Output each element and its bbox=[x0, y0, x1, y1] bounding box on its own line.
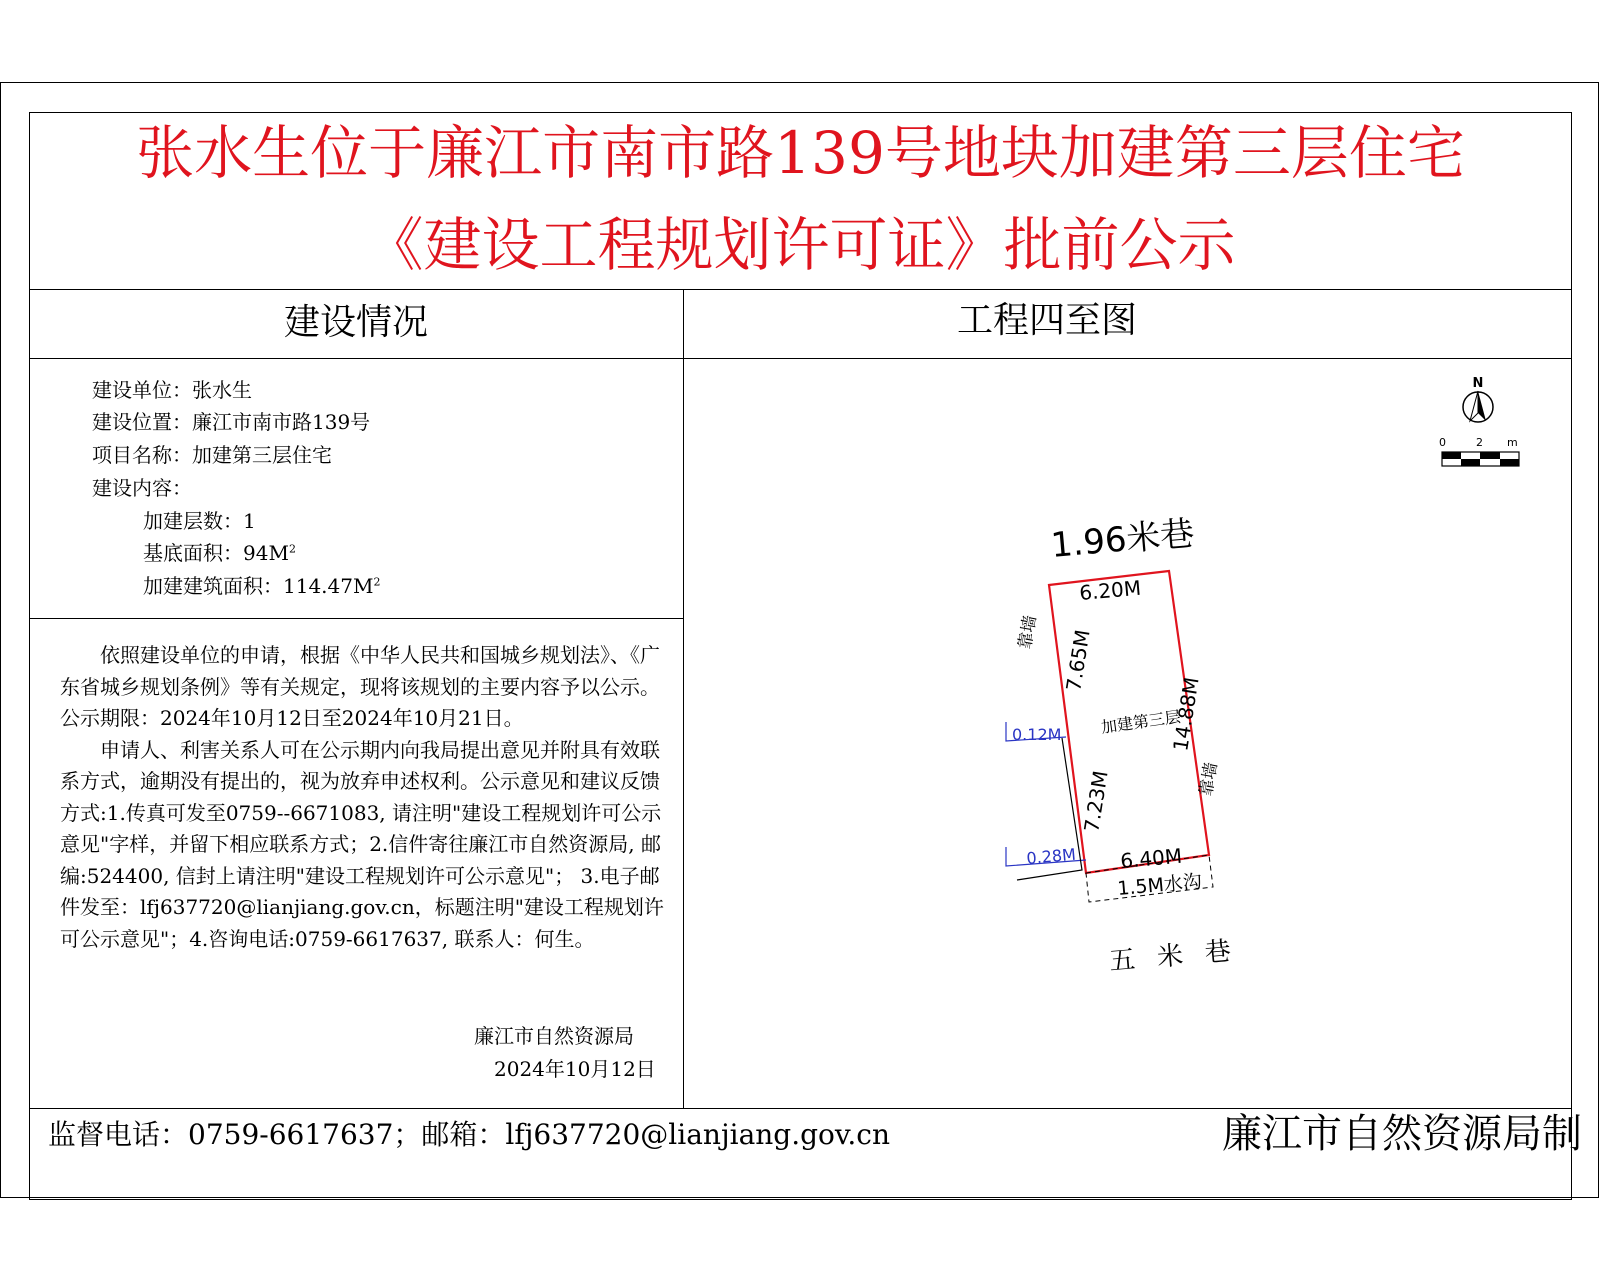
north-arrow-icon bbox=[1463, 376, 1493, 422]
info-content-label: 建设内容： bbox=[92, 476, 192, 500]
info-build-area-sup: 2 bbox=[373, 575, 381, 589]
building-label: 加建第三层 bbox=[1099, 707, 1182, 737]
dim-left-upper: 7.65M bbox=[1061, 627, 1095, 693]
footer-maker: 廉江市自然资源局制 bbox=[1222, 1111, 1582, 1157]
info-unit: 建设单位：张水生 bbox=[92, 378, 252, 402]
page-title-line2: 《建设工程规划许可证》批前公示 bbox=[365, 211, 1236, 279]
notice-date: 2024年10月12日 bbox=[494, 1057, 656, 1081]
scale-label-zero: 0 bbox=[1439, 436, 1446, 449]
info-location: 建设位置：廉江市南市路139号 bbox=[92, 410, 371, 434]
notice-paragraph-2: 申请人、利害关系人可在公示期内向我局提出意见并附具有效联系方式，逾期没有提出的，视为放弃申述权利。公示意见和建议反馈方式:1.传真可发至0759--6671083, 请注明"建设工程规划许可公示意见"字样，并留下相应联系方式；2.信件寄往廉江市自然资源局, 邮编:524400, 信封上请注明"建设工程规划许可公示意见"； 3.电子邮件发至：lfj637720@lianjiang.gov.cn，标题注明"建设工程规划许可公示意见"；4.咨询电话:0759-6617637, 联系人：何生。 bbox=[60, 737, 664, 951]
scale-bar bbox=[1439, 436, 1519, 466]
scale-label-unit: m bbox=[1507, 436, 1518, 449]
north-label: N bbox=[1472, 376, 1484, 391]
dim-bottom: 6.40M bbox=[1119, 843, 1183, 873]
info-build-area-text: 加建建筑面积：114.47M bbox=[143, 574, 374, 598]
section-heading-map: 工程四至图 bbox=[956, 300, 1137, 341]
notice-paragraph-1: 依照建设单位的申请，根据《中华人民共和国城乡规划法》、《广东省城乡规划条例》等有关规定，现将该规划的主要内容予以公示。公示期限：2024年10月12日至2024年10月21日。 bbox=[60, 643, 660, 730]
footer-contact: 监督电话：0759-6617637；邮箱：lfj637720@lianjiang.gov.cn bbox=[48, 1118, 891, 1151]
lane-top-label: 1.96米巷 bbox=[1049, 513, 1196, 566]
dim-top: 6.20M bbox=[1078, 575, 1142, 605]
info-base-area-text: 基底面积：94M bbox=[143, 541, 289, 565]
page-title-line1: 张水生位于廉江市南市路139号地块加建第三层住宅 bbox=[136, 119, 1465, 187]
wall-label-right: 靠墙 bbox=[1196, 760, 1222, 798]
notice-org: 廉江市自然资源局 bbox=[474, 1024, 634, 1048]
dim-right: 14.88M bbox=[1168, 675, 1204, 753]
info-base-area-sup: 2 bbox=[288, 542, 296, 556]
wall-label-left: 靠墙 bbox=[1015, 613, 1041, 651]
dim-left-lower: 7.23M bbox=[1079, 768, 1113, 834]
dim-offset-lower: 0.28M bbox=[1025, 844, 1077, 868]
section-heading-construction: 建设情况 bbox=[283, 302, 428, 343]
info-project: 项目名称：加建第三层住宅 bbox=[92, 443, 332, 467]
dim-offset-upper: 0.12M bbox=[1012, 725, 1062, 744]
info-floors: 加建层数：1 bbox=[143, 509, 256, 533]
lane-bottom-label: 五米巷 bbox=[1107, 934, 1255, 977]
scale-label-two: 2 bbox=[1476, 436, 1483, 449]
gutter-label: 1.5M水沟 bbox=[1116, 870, 1203, 900]
